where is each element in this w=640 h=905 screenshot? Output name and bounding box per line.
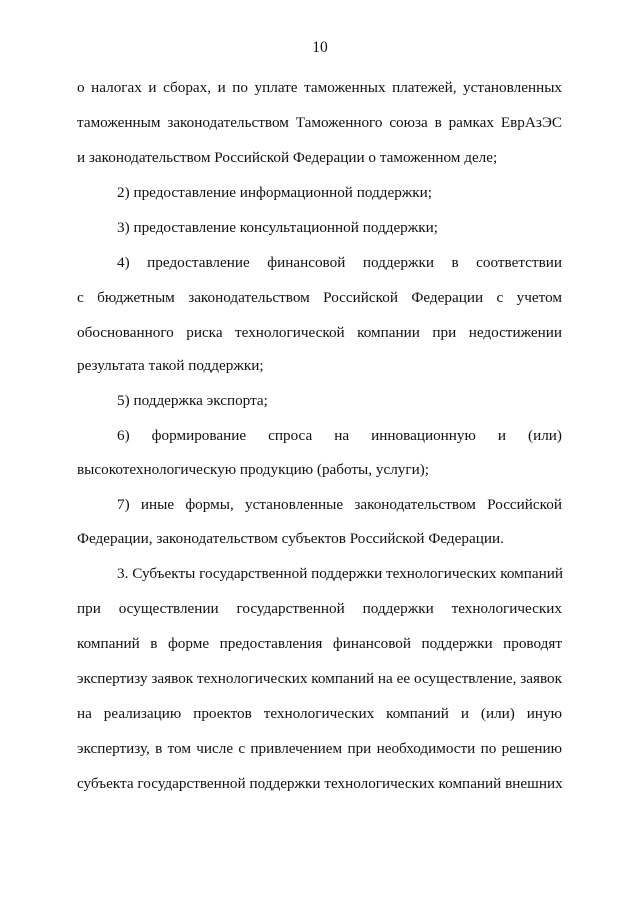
text-line: экспертизу заявок технологических компаний на ее осуществление, заявок (77, 670, 562, 687)
list-item-7: 7) иные формы, установленные законодательством Российской (117, 496, 562, 513)
text-line: таможенным законодательством Таможенного союза в рамках ЕврАзЭС (77, 114, 562, 131)
text-line: с бюджетным законодательством Российской Федерации с учетом (77, 289, 562, 306)
text-line: субъекта государственной поддержки технологических компаний внешних (77, 775, 563, 792)
text-line: высокотехнологическую продукцию (работы, услуги); (77, 461, 429, 478)
list-item-4: 4) предоставление финансовой поддержки в соответствии (117, 254, 562, 271)
list-item-5: 5) поддержка экспорта; (117, 392, 268, 409)
text-line: при осуществлении государственной поддержки технологических (77, 600, 562, 617)
text-line: Федерации, законодательством субъектов Российской Федерации. (77, 530, 504, 547)
list-item-2: 2) предоставление информационной поддержки; (117, 184, 433, 201)
list-item-3: 3) предоставление консультационной поддержки; (117, 219, 438, 236)
text-line: о налогах и сборах, и по уплате таможенных платежей, установленных (77, 79, 562, 96)
text-line: на реализацию проектов технологических компаний и (или) иную (77, 705, 562, 722)
list-item-6: 6) формирование спроса на инновационную и (или) (117, 427, 562, 444)
page-number: 10 (312, 39, 328, 56)
text-line: компаний в форме предоставления финансовой поддержки проводят (77, 635, 562, 652)
text-line: и законодательством Российской Федерации о таможенном деле; (77, 149, 498, 166)
text-line: обоснованного риска технологической компании при недостижении (77, 324, 562, 341)
paragraph-3: 3. Субъекты государственной поддержки технологических компаний (117, 565, 563, 582)
text-line: результата такой поддержки; (77, 357, 264, 374)
text-line: экспертизу, в том числе с привлечением при необходимости по решению (77, 740, 562, 757)
